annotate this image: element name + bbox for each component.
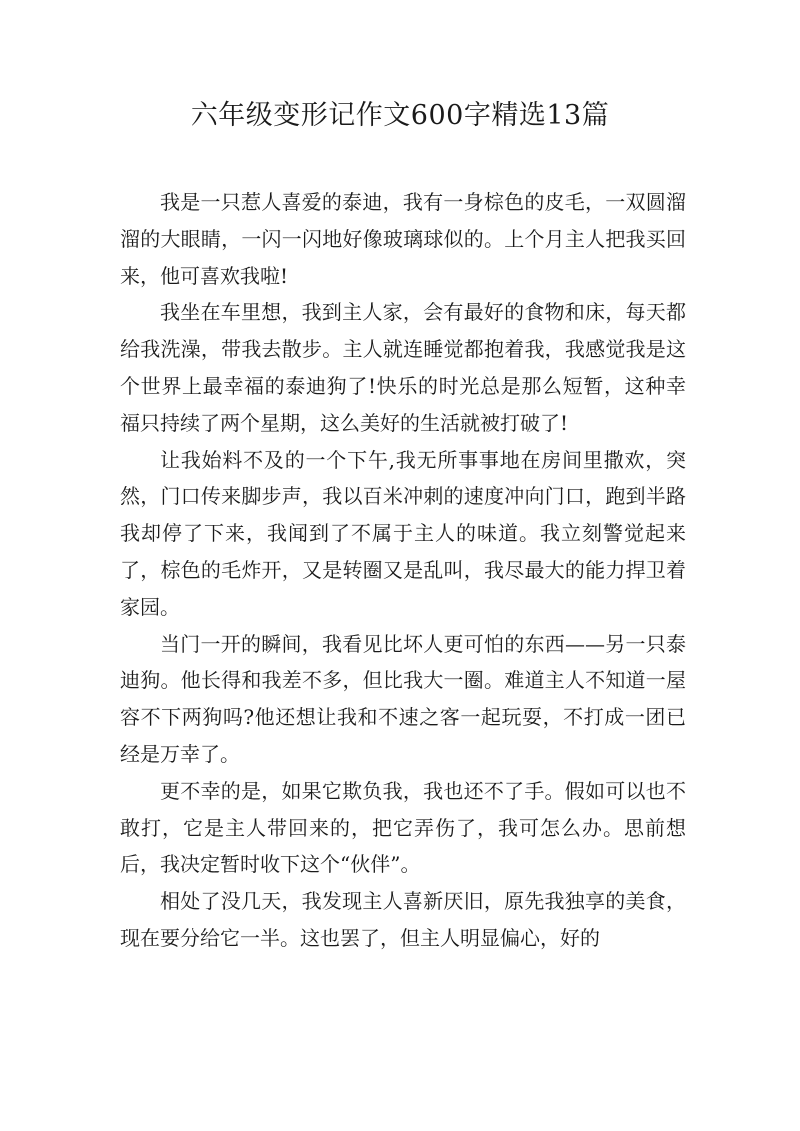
- paragraph-1: 我是一只惹人喜爱的泰迪，我有一身棕色的皮毛，一双圆溜溜的大眼睛，一闪一闪地好像玻璃球似的。上个月主人把我买回来，他可喜欢我啦!: [120, 190, 686, 288]
- paragraph-6: 相处了没几天，我发现主人喜新厌旧，原先我独享的美食，现在要分给它一半。这也罢了，但主人明显偏心，好的: [120, 889, 686, 950]
- paragraph-3: 让我始料不及的一个下午,我无所事事地在房间里撒欢，突然，门口传来脚步声，我以百米冲刺的速度冲向门口，跑到半路我却停了下来，我闻到了不属于主人的味道。我立刻警觉起来了，棕色的毛炸开，又是转圈又是乱叫，我尽最大的能力捍卫着家园。: [120, 447, 686, 619]
- paragraph-4: 当门一开的瞬间，我看见比坏人更可怕的东西——另一只泰迪狗。他长得和我差不多，但比我大一圈。难道主人不知道一屋容不下两狗吗?他还想让我和不速之客一起玩耍，不打成一团已经是万幸了。: [120, 631, 686, 766]
- document-body: [120, 184, 686, 957]
- paragraph-2: 我坐在车里想，我到主人家，会有最好的食物和床，每天都给我洗澡，带我去散步。主人就连睡觉都抱着我，我感觉我是这个世界上最幸福的泰迪狗了!快乐的时光总是那么短暂，这种幸福只持续了两个星期，这么美好的生活就被打破了!: [120, 300, 686, 435]
- document-title: 六年级变形记作文600字精选13篇: [190, 100, 610, 131]
- paragraph-5: 更不幸的是，如果它欺负我，我也还不了手。假如可以也不敢打，它是主人带回来的，把它弄伤了，我可怎么办。思前想后，我决定暂时收下这个“伙伴”。: [120, 778, 686, 877]
